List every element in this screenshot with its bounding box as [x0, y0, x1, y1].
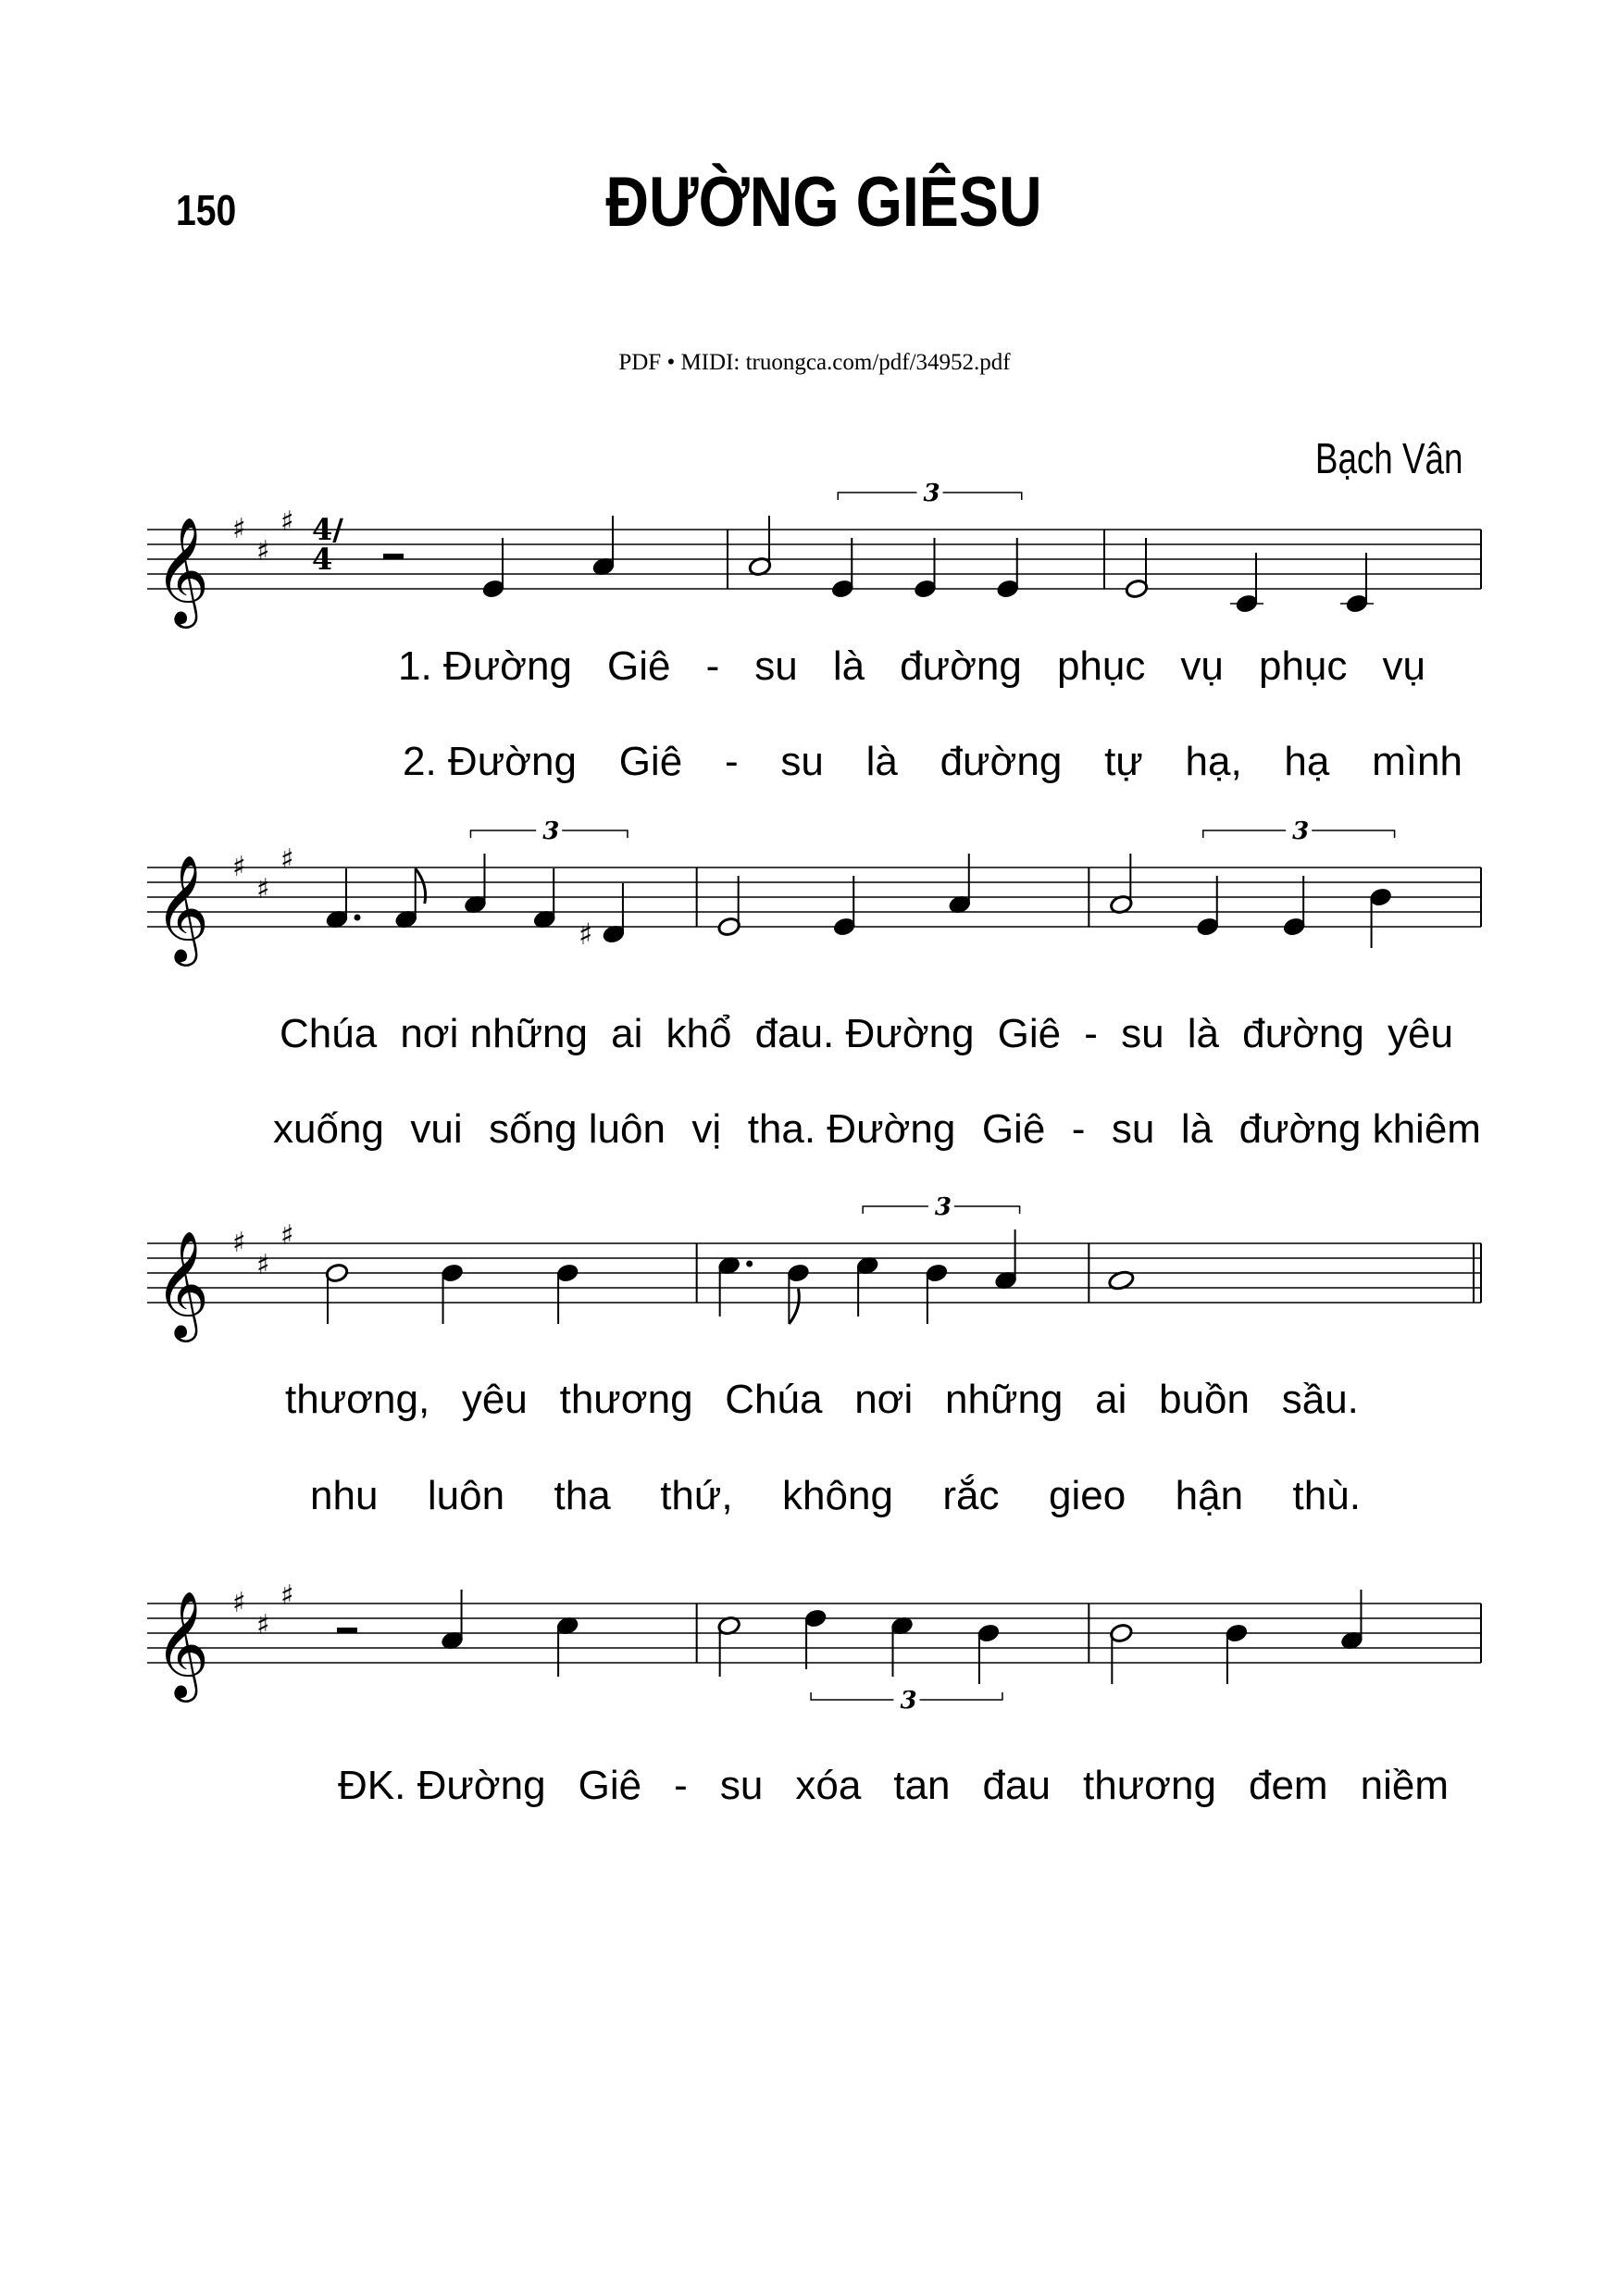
lyric-syllable: tự	[1104, 739, 1143, 784]
lyric-syllable: tan	[893, 1763, 951, 1808]
lyric-syllable: những	[945, 1377, 1064, 1422]
lyric-syllable: Chúa	[280, 1011, 378, 1056]
lyric-syllable: thứ,	[660, 1473, 733, 1518]
treble-clef-icon: 𝄞	[155, 854, 210, 962]
treble-clef-icon: 𝄞	[155, 516, 210, 624]
lyric-syllable: su	[780, 739, 824, 784]
lyric-syllable: ĐK. Đường	[338, 1763, 546, 1808]
lyric-syllable: nhu	[310, 1473, 379, 1518]
lyric-syllable: -	[1084, 1011, 1098, 1056]
lyric-syllable: đau	[982, 1763, 1051, 1808]
lyric-syllable: tha	[554, 1473, 611, 1518]
eighth-flag	[416, 868, 426, 904]
lyric-syllable: -	[1071, 1106, 1086, 1152]
lyric-syllable: luôn	[427, 1473, 505, 1518]
source-link[interactable]: PDF • MIDI: truongca.com/pdf/34952.pdf	[618, 350, 1011, 375]
treble-clef-icon: 𝄞	[155, 1229, 210, 1338]
lyric-syllable: nơi những	[400, 1011, 588, 1056]
lyric-syllable: Giê	[607, 643, 671, 689]
key-sharp-icon: ♯	[280, 1219, 294, 1252]
lyrics-line-5	[285, 1377, 1359, 1423]
song-number: 150	[176, 186, 237, 234]
lyric-syllable: vụ	[1382, 643, 1425, 689]
dot	[355, 915, 361, 921]
lyrics-line-4	[273, 1106, 1481, 1153]
lyric-syllable: đường khiêm	[1238, 1106, 1481, 1152]
lyrics-line-7	[338, 1763, 1449, 1809]
key-sharp-icon: ♯	[256, 873, 270, 905]
key-sharp-icon: ♯	[256, 1609, 270, 1641]
treble-clef-icon: 𝄞	[155, 1590, 210, 1698]
lyric-syllable: là	[1187, 1011, 1219, 1056]
key-sharp-icon: ♯	[280, 505, 294, 538]
lyric-syllable: xóa	[795, 1763, 862, 1808]
lyric-syllable: sầu.	[1281, 1377, 1359, 1422]
lyric-syllable: hận	[1175, 1473, 1244, 1518]
lyric-syllable: thương,	[285, 1377, 430, 1422]
lyric-syllable: Chúa	[725, 1377, 823, 1422]
time-signature: 4/4	[312, 512, 343, 577]
lyric-syllable: thương	[559, 1377, 693, 1422]
lyric-syllable: tha. Đường	[747, 1106, 956, 1152]
lyrics-line-1	[398, 643, 1425, 690]
lyric-syllable: đường	[940, 739, 1063, 784]
key-sharp-icon: ♯	[232, 513, 246, 545]
lyric-syllable: rắc	[942, 1473, 1000, 1518]
half-rest-icon	[383, 554, 404, 559]
lyric-syllable: 2. Đường	[403, 739, 577, 784]
lyric-syllable: -	[705, 643, 720, 689]
lyric-syllable: hạ	[1284, 739, 1330, 784]
lyric-syllable: vị	[691, 1106, 722, 1152]
lyric-syllable: niềm	[1360, 1763, 1449, 1808]
sharp-icon: ♯	[578, 917, 593, 952]
lyric-syllable: ai	[1095, 1377, 1127, 1422]
triplet-number: 3	[934, 1193, 952, 1221]
lyric-syllable: vui	[410, 1106, 463, 1152]
key-sharp-icon: ♯	[280, 843, 294, 876]
lyric-syllable: là	[1180, 1106, 1214, 1152]
lyric-syllable: phục	[1258, 643, 1348, 689]
lyric-syllable: xuống	[273, 1106, 384, 1152]
lyric-syllable: khổ	[666, 1011, 732, 1056]
lyric-syllable: buồn	[1159, 1377, 1250, 1422]
lyrics-line-2	[403, 739, 1462, 785]
lyric-syllable: thù.	[1292, 1473, 1361, 1518]
lyric-syllable: đau. Đường	[754, 1011, 975, 1056]
key-sharp-icon: ♯	[232, 851, 246, 883]
lyric-syllable: Giê	[981, 1106, 1046, 1152]
triplet-number: 3	[542, 817, 560, 845]
lyric-syllable: 1. Đường	[398, 643, 572, 689]
key-sharp-icon: ♯	[232, 1587, 246, 1619]
key-sharp-icon: ♯	[256, 1249, 270, 1281]
lyric-syllable: -	[724, 739, 739, 784]
lyric-syllable: su	[719, 1763, 764, 1808]
lyric-syllable: yêu	[1387, 1011, 1453, 1056]
triplet-number: 3	[923, 480, 940, 507]
lyric-syllable: đường	[1242, 1011, 1364, 1056]
half-rest-icon	[337, 1628, 357, 1633]
lyric-syllable: là	[865, 739, 898, 784]
lyric-syllable: là	[832, 643, 865, 689]
lyric-syllable: thương	[1083, 1763, 1216, 1808]
triplet-number: 3	[1292, 817, 1310, 845]
lyric-syllable: Giê	[618, 739, 683, 784]
lyrics-line-6	[310, 1473, 1361, 1519]
key-sharp-icon: ♯	[280, 1579, 294, 1612]
lyric-syllable: su	[1111, 1106, 1155, 1152]
lyric-syllable: su	[1121, 1011, 1164, 1056]
lyric-syllable: -	[674, 1763, 688, 1808]
eighth-flag	[789, 1289, 799, 1324]
composer: Bạch Vân	[1314, 434, 1462, 482]
lyric-syllable: không	[782, 1473, 893, 1518]
lyric-syllable: Giê	[997, 1011, 1062, 1056]
lyric-syllable: gieo	[1048, 1473, 1126, 1518]
lyric-syllable: đường	[900, 643, 1022, 689]
song-title: ĐƯỜNG GIÊSU	[605, 163, 1042, 242]
lyric-syllable: đem	[1248, 1763, 1328, 1808]
lyrics-line-3	[280, 1011, 1453, 1057]
triplet-number: 3	[900, 1687, 917, 1715]
lyric-syllable: phục	[1056, 643, 1146, 689]
staff-system	[0, 1492, 1618, 1789]
lyric-syllable: vụ	[1180, 643, 1224, 689]
lyric-syllable: hạ,	[1185, 739, 1242, 784]
lyric-syllable: mình	[1372, 739, 1462, 784]
key-sharp-icon: ♯	[232, 1227, 246, 1259]
lyric-syllable: ai	[611, 1011, 643, 1056]
lyric-syllable: su	[754, 643, 798, 689]
lyric-syllable: sống luôn	[489, 1106, 666, 1152]
key-sharp-icon: ♯	[256, 535, 270, 568]
lyric-syllable: Giê	[578, 1763, 642, 1808]
lyric-syllable: nơi	[854, 1377, 914, 1422]
lyric-syllable: yêu	[461, 1377, 528, 1422]
staff-system	[0, 756, 1618, 1053]
dot	[746, 1261, 753, 1267]
